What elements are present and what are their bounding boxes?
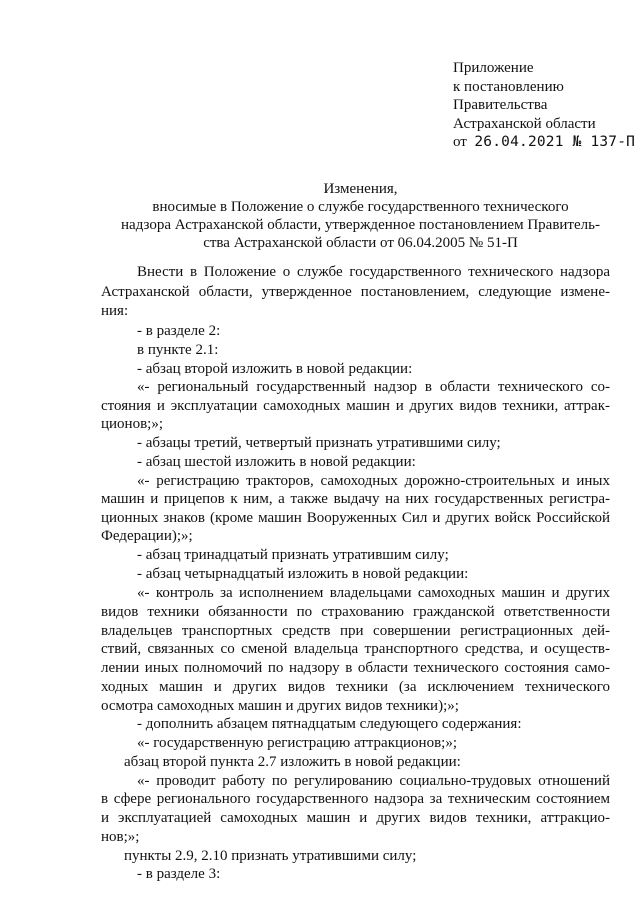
body-line: - абзац четырнадцатый изложить в новой редакции: [137,566,469,582]
body-line: лении иных полномочий по надзору в области технического состояния само- [101,660,610,676]
body-line: Внести в Положение о службе государственного технического надзора [137,264,610,280]
body-line: стояния и эксплуатации самоходных машин и других видов техники, аттрак- [101,398,610,414]
appendix-date-prefix: от [453,134,467,151]
body-line: «- регистрацию тракторов, самоходных дорожно-строительных и иных [137,473,610,489]
title-line: вносимые в Положение о службе государственного технического [152,199,569,215]
appendix-block [453,59,635,152]
appendix-date-line [453,133,635,152]
body-line: осмотра самоходных машин и других видов техники);»; [101,698,459,714]
appendix-resolution-line: к постановлению [453,78,564,95]
body-line: пункты 2.9, 2.10 признать утратившими силу; [124,848,417,864]
body-line: ния: [101,303,129,319]
body-line: «- проводит работу по регулированию социально-трудовых отношений [137,773,610,789]
body-line: ционов;»; [101,416,163,432]
title-line: Изменения, [323,181,398,197]
body-line: ствий, связанных со сменой владельца транспортного средства, и осуществ- [101,641,610,657]
body-line: нов;»; [101,829,140,845]
appendix-label: Приложение [453,60,534,76]
body-line: в пункте 2.1: [137,342,219,358]
body-line: видов техники обязанности по страхованию гражданской ответственности [101,604,610,620]
appendix-date-number: 26.04.2021 № 137-П [474,134,636,151]
body-line: «- государственную регистрацию аттракционов;»; [137,735,457,751]
body-line: Астраханской области, утвержденное постановлением, следующие измене- [101,284,610,300]
body-line: - абзац тринадцатый признать утратившим силу; [137,547,449,563]
appendix-region-line: Астраханской области [453,115,596,132]
body-line: - дополнить абзацем пятнадцатым следующего содержания: [137,716,522,732]
body-line: и эксплуатацией самоходных машин и других видов техники, аттракцио- [101,810,610,826]
body-line: - абзацы третий, четвертый признать утратившими силу; [137,435,501,451]
body-line: владельцев транспортных средств при совершении регистрационных дей- [101,623,610,639]
body-line: машин и прицепов к ним, а также выдачу на них государственных регистра- [101,491,610,507]
body-line: - абзац шестой изложить в новой редакции: [137,454,416,470]
document-title [108,180,613,252]
body-line: ходных машин и других видов техники (за исключением технического [101,679,610,695]
title-line: ства Астраханской области от 06.04.2005 № 51-П [203,235,518,251]
body-line: ционных знаков (кроме машин Вооруженных Сил и других войск Российской [101,510,610,526]
title-line: надзора Астраханской области, утвержденное постановлением Правитель- [121,217,600,233]
body-line: - в разделе 3: [137,866,221,882]
body-line: - в разделе 2: [137,323,221,339]
body-line: - абзац второй изложить в новой редакции: [137,361,413,377]
appendix-government-line: Правительства [453,97,548,114]
body-line: «- региональный государственный надзор в области технического со- [137,379,610,395]
body-line: в сфере регионального государственного надзора за техническим состоянием [101,791,610,807]
body-line: «- контроль за исполнением владельцами самоходных машин и других [137,585,610,601]
body-line: Федерации);»; [101,528,193,544]
body-line: абзац второй пункта 2.7 изложить в новой редакции: [124,754,461,770]
